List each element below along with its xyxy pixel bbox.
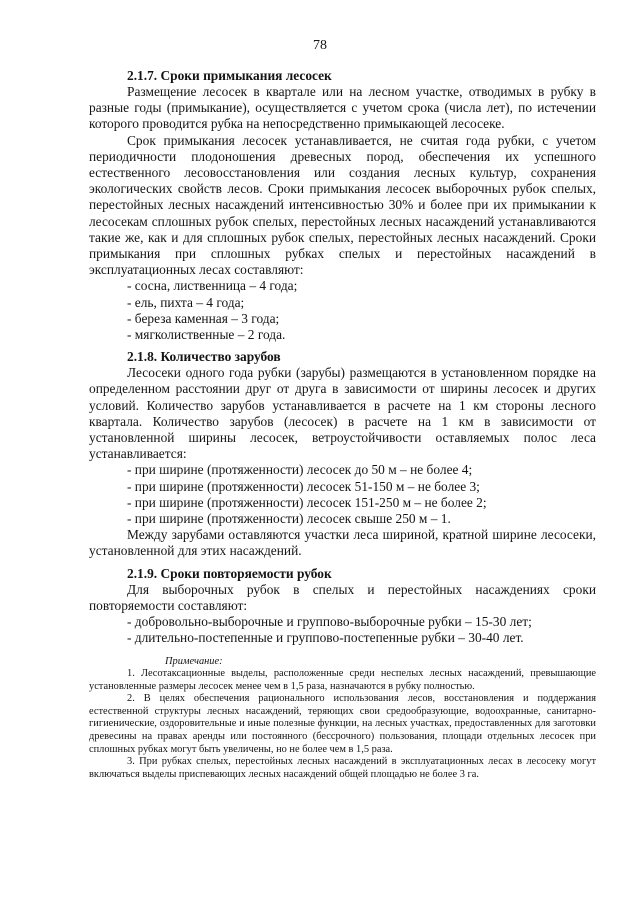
list-item: - береза каменная – 3 года; (127, 310, 280, 326)
section-2-1-8 (89, 348, 596, 559)
list-item: - ель, пихта – 4 года; (127, 294, 245, 310)
paragraph: Размещение лесосек в квартале или на лесном участке, отводимых в рубку в разные годы (примыкание), осуществляется с учетом срока (числа лет), по истечении которого проводится рубка на непосредственно примыкающей лесосеке. (89, 84, 596, 132)
list (89, 462, 596, 527)
section-title: 2.1.8. Количество зарубов (127, 349, 281, 365)
section-title: 2.1.9. Сроки повторяемости рубок (127, 565, 332, 581)
paragraph: Срок примыкания лесосек устанавливается, не считая года рубки, с учетом периодичности плодоношения древесных пород, обеспечения их успешного естественного лесовосстановления или создания лесных культур, сохранения экологических свойств лесов. Сроки примыкания лесосек выборочных рубок спелых, перестойных лесных насаждений интенсивностью 30% и более при их примыкании к лесосекам сплошных рубок спелых, перестойных лесных насаждений устанавливаются такие же, как и для сплошных рубок спелых, перестойных лесных насаждений. Сроки примыкания при сплошных рубках спелых и перестойных насаждений в эксплуатационных лесах составляют: (89, 132, 596, 278)
list-item: - при ширине (протяженности) лесосек 51-150 м – не более 3; (127, 478, 480, 494)
note-item: 1. Лесотаксационные выделы, расположенные среди неспелых лесных насаждений, превышающие установленные размеры лесосек менее чем в 1,5 раза, назначаются в рубку полностью. (89, 668, 596, 692)
document-body (89, 67, 596, 781)
paragraph: Для выборочных рубок в спелых и перестойных насаждениях сроки повторяемости составляют: (89, 581, 596, 613)
list-item: - при ширине (протяженности) лесосек свыше 250 м – 1. (127, 511, 451, 527)
note-block (89, 656, 596, 782)
paragraph: Между зарубами оставляются участки леса шириной, кратной ширине лесосеки, установленной для этих насаждений. (89, 527, 596, 559)
section-2-1-9 (89, 565, 596, 647)
list-item: - при ширине (протяженности) лесосек 151-250 м – не более 2; (127, 494, 487, 510)
note-item: 2. В целях обеспечения рационального использования лесов, восстановления и поддержания естественной структуры лесных насаждений, теряющих свои средообразующие, водоохранные, санитарно-гигиенические, оздоровительные и иные полезные функции, на лесных участках, предоставленных для заготовки древесины на правах аренды или постоянного (бессрочного) пользования, площади отдельных лесосек при сплошных рубках могут быть увеличены, но не более чем в 1,5 раза. (89, 693, 596, 755)
list-item: - при ширине (протяженности) лесосек до 50 м – не более 4; (127, 462, 473, 478)
list-item: - сосна, лиственница – 4 года; (127, 278, 298, 294)
list-item: - длительно-постепенные и группово-постепенные рубки – 30-40 лет. (127, 630, 524, 646)
paragraph: Лесосеки одного года рубки (зарубы) размещаются в установленном порядке на определенном расстоянии друг от друга в зависимости от ширины лесосек и других условий. Количество зарубов устанавливается в расчете на 1 км стороны лесного квартала. Количество зарубов (лесосек) в расчете на 1 км в зависимости от установленной ширины лесосек, ветроустойчивости оставляемых полос леса устанавливается: (89, 365, 596, 462)
list (89, 614, 596, 646)
list (89, 278, 596, 343)
page-number: 78 (313, 38, 327, 53)
note-label: Примечание: (165, 655, 223, 667)
list-item: - добровольно-выборочные и группово-выборочные рубки – 15-30 лет; (127, 614, 532, 630)
section-title: 2.1.7. Сроки примыкания лесосек (127, 68, 332, 83)
list-item: - мягколиственные – 2 года. (127, 327, 286, 343)
section-2-1-7 (89, 67, 596, 343)
note-item: 3. При рубках спелых, перестойных лесных насаждений в эксплуатационных лесах в лесосеку могут включаться выделы приспевающих лесных насаждений общей площадью не более 3 га. (89, 756, 596, 780)
